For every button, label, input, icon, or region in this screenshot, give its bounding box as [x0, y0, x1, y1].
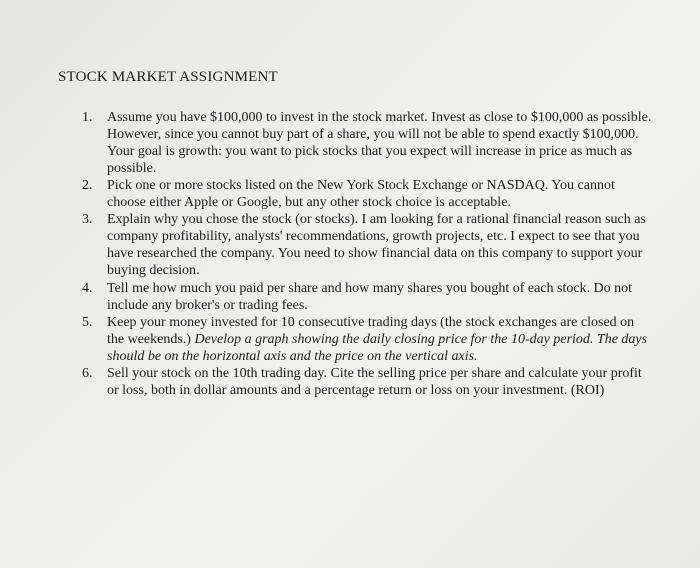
item-number: 6. [82, 366, 93, 381]
list-item [82, 211, 652, 279]
item-number: 3. [82, 212, 93, 227]
list-item [82, 177, 652, 211]
item-text: Pick one or more stocks listed on the New York Stock Exchange or NASDAQ. You cannot choose either Apple or Google, but any other stock choice is acceptable. [107, 178, 615, 210]
item-number: 1. [82, 110, 93, 125]
list-item [82, 109, 652, 177]
item-number: 5. [82, 315, 93, 330]
item-italic-text: Develop a graph showing the daily closing price for the 10-day period. The days should be on the horizontal axis and the price on the vertical axis. [107, 332, 648, 364]
list-item [82, 314, 652, 365]
item-text: Sell your stock on the 10th trading day. Cite the selling price per share and calculate your profit or loss, both in dollar amounts and a percentage return or loss on your investment. (ROI) [107, 366, 642, 398]
item-text: Explain why you chose the stock (or stocks). I am looking for a rational financial reason such as company profitability, analysts' recommendations, growth projects, etc. I expect to see that you have researched the company. You need to show financial data on this company to support your buying decision. [107, 212, 646, 278]
list-item [82, 365, 652, 399]
item-text: Assume you have $100,000 to invest in the stock market. Invest as close to $100,000 as possible. However, since you cannot buy part of a share, you will not be able to spend exactly $100,000. Your goal is growth: you want to pick stocks that you expect will increase in price as much as possible. [107, 110, 652, 176]
item-text: Keep your money invested for 10 consecutive trading days (the stock exchanges are closed on the weekends.) [107, 315, 635, 347]
item-number: 4. [82, 281, 93, 296]
assignment-title: STOCK MARKET ASSIGNMENT [58, 69, 278, 85]
item-text: Tell me how much you paid per share and how many shares you bought of each stock. Do not include any broker's or trading fees. [107, 281, 633, 313]
item-number: 2. [82, 178, 93, 193]
list-item [82, 280, 652, 314]
item-text-block [107, 314, 652, 365]
